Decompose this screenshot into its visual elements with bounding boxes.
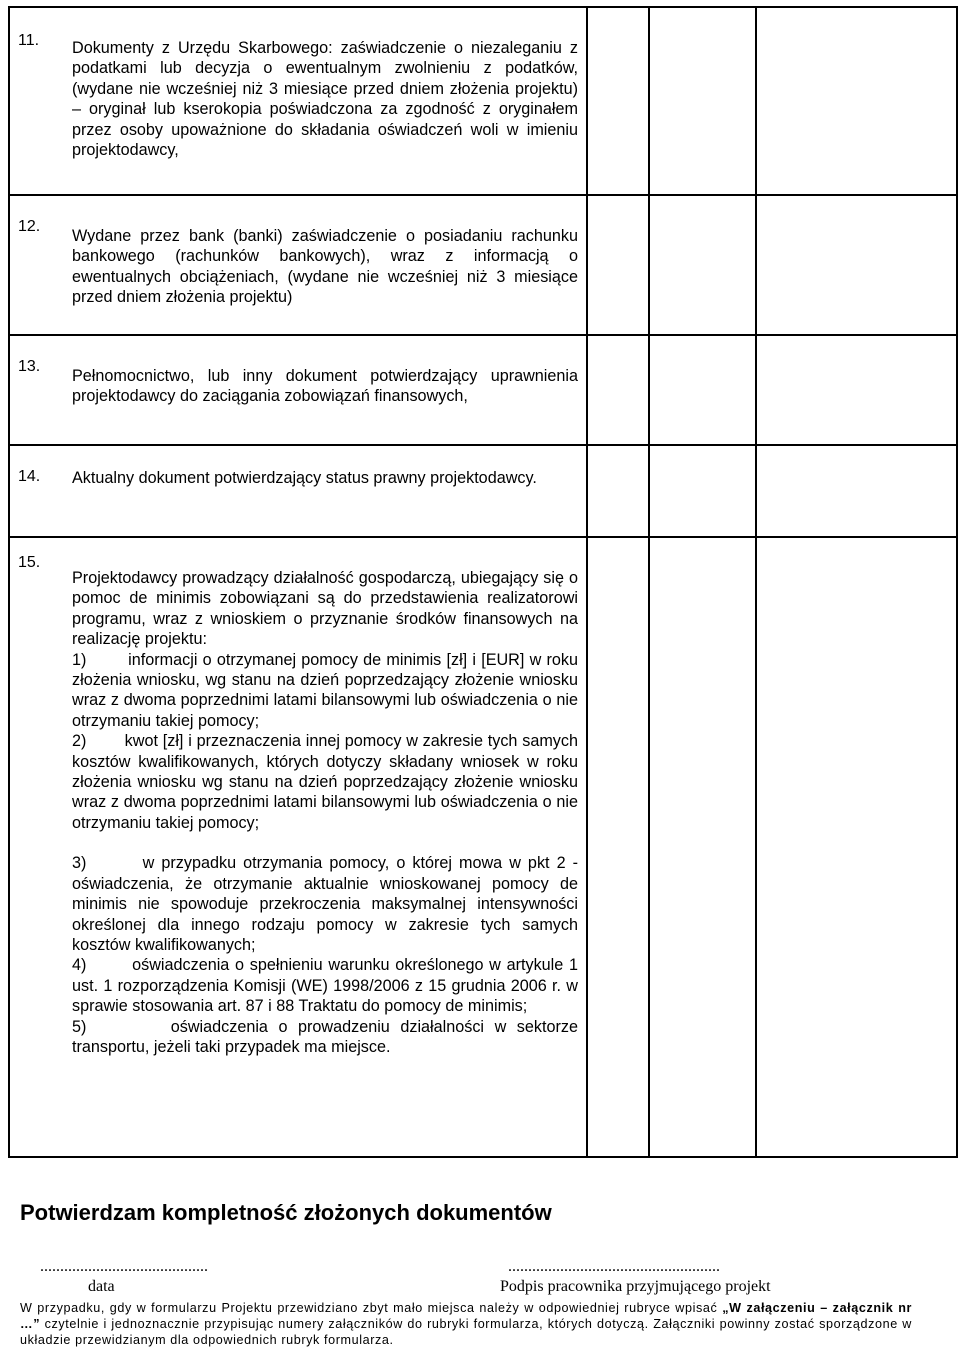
footnote-bold-text: „W załączeniu – załącznik nr …” bbox=[20, 1301, 913, 1331]
item-number: 13. bbox=[18, 358, 41, 375]
item-intro: Projektodawcy prowadzący działalność gospodarczą, ubiegający się o pomoc de minimis zobowiązani są do przedstawienia realizatorowi programu, wraz z wnioskiem o przyznanie środków finansowych na realizację projektu: bbox=[72, 569, 578, 649]
check-cell[interactable] bbox=[649, 7, 756, 195]
item-point-5: 5) oświadczenia o prowadzeniu działalności w sektorze transportu, jeżeli taki przypadek ma miejsce. bbox=[72, 1017, 583, 1056]
check-cell[interactable] bbox=[756, 195, 957, 335]
footnote-text-cont: czytelnie i jednoznacznie przypisując numery załączników do rubryki formularza, których dotyczą. Załączniki powinny zostać sporządzone w układzie przewidzianym dla odpowiednich rubryk formularza. bbox=[20, 1317, 912, 1347]
check-cell[interactable] bbox=[756, 537, 957, 1157]
table-row bbox=[9, 7, 957, 195]
item-point-3: 3) w przypadku otrzymania pomocy, o której mowa w pkt 2 - oświadczenia, że otrzymanie aktualnie wnioskowanej pomocy de minimis nie spowoduje przekroczenia maksymalnej intensywności określonej dla innego rodzaju pomocy w zakresie tych samych kosztów kwalifikowanych; bbox=[72, 854, 583, 954]
item-point-2: 2) kwot [zł] i przeznaczenia innej pomocy w zakresie tych samych kosztów kwalifikowanych, których dotyczy składany wniosek w roku złożenia wniosku wg stanu na dzień poprzedzający złożenie wniosku wraz z dwoma poprzednimi latami bilansowymi lub oświadczenia o nie otrzymaniu takiej pomocy; bbox=[72, 732, 583, 832]
item-cell bbox=[9, 335, 587, 445]
item-number: 12. bbox=[18, 218, 41, 235]
item-text: Pełnomocnictwo, lub inny dokument potwierdzający uprawnienia projektodawcy do zaciągania zobowiązań finansowych, bbox=[72, 367, 578, 406]
check-cell[interactable] bbox=[649, 195, 756, 335]
footnote-text: W przypadku, gdy w formularzu Projektu przewidziano zbyt mało miejsca należy w odpowiedniej rubryce wpisać bbox=[20, 1301, 723, 1315]
table-row bbox=[9, 537, 957, 1157]
item-text: Dokumenty z Urzędu Skarbowego: zaświadczenie o niezaleganiu z podatkami lub decyzja o ewentualnym zwolnieniu z podatków, (wydane nie wcześniej niż 3 miesiące przed dniem złożenia projektu) – oryginał lub kserokopia poświadczona za zgodność z oryginałem przez osoby upoważnione do składania oświadczeń woli w imieniu projektodawcy, bbox=[72, 39, 578, 160]
check-cell[interactable] bbox=[649, 537, 756, 1157]
item-cell bbox=[9, 537, 587, 1157]
check-cell[interactable] bbox=[587, 7, 649, 195]
item-number: 15. bbox=[18, 554, 41, 571]
item-number: 14. bbox=[18, 468, 41, 485]
item-cell bbox=[9, 7, 587, 195]
item-text: Wydane przez bank (banki) zaświadczenie o posiadaniu rachunku bankowego (rachunków bankowych), wraz z informacją o ewentualnych obciążeniach, (wydane nie wcześniej niż 3 miesiące przed dniem złożenia projektu) bbox=[72, 227, 578, 307]
check-cell[interactable] bbox=[649, 445, 756, 537]
spacer bbox=[72, 833, 578, 853]
check-cell[interactable] bbox=[587, 445, 649, 537]
documents-checklist-table bbox=[8, 6, 958, 1158]
check-cell[interactable] bbox=[649, 335, 756, 445]
table-row bbox=[9, 195, 957, 335]
date-label: data bbox=[88, 1278, 115, 1295]
item-point-4: 4) oświadczenia o spełnieniu warunku określonego w artykule 1 ust. 1 rozporządzenia Komisji (WE) 1998/2006 z 15 grudnia 2006 r. w sprawie stosowania art. 87 i 88 Traktatu do pomocy de minimis; bbox=[72, 956, 583, 1016]
check-cell[interactable] bbox=[756, 7, 957, 195]
item-text-block bbox=[72, 568, 583, 1057]
check-cell[interactable] bbox=[587, 537, 649, 1157]
table-row bbox=[9, 335, 957, 445]
item-text: Aktualny dokument potwierdzający status prawny projektodawcy. bbox=[72, 469, 537, 487]
signature-dots: ..................................................... bbox=[508, 1258, 720, 1275]
check-cell[interactable] bbox=[756, 445, 957, 537]
attachments-footnote bbox=[20, 1300, 912, 1348]
item-cell bbox=[9, 445, 587, 537]
date-dots: .......................................... bbox=[40, 1258, 208, 1275]
signature-label: Podpis pracownika przyjmującego projekt bbox=[500, 1278, 771, 1295]
check-cell[interactable] bbox=[587, 195, 649, 335]
item-point-1: 1) informacji o otrzymanej pomocy de minimis [zł] i [EUR] w roku złożenia wniosku, wg stanu na dzień poprzedzający złożenie wniosku wraz z dwoma poprzednimi latami bilansowymi lub oświadczenia o nie otrzymaniu takiej pomocy; bbox=[72, 650, 583, 730]
check-cell[interactable] bbox=[587, 335, 649, 445]
table-row bbox=[9, 445, 957, 537]
item-cell bbox=[9, 195, 587, 335]
item-number: 11. bbox=[18, 32, 40, 49]
confirmation-heading: Potwierdzam kompletność złożonych dokumentów bbox=[20, 1200, 552, 1225]
check-cell[interactable] bbox=[756, 335, 957, 445]
